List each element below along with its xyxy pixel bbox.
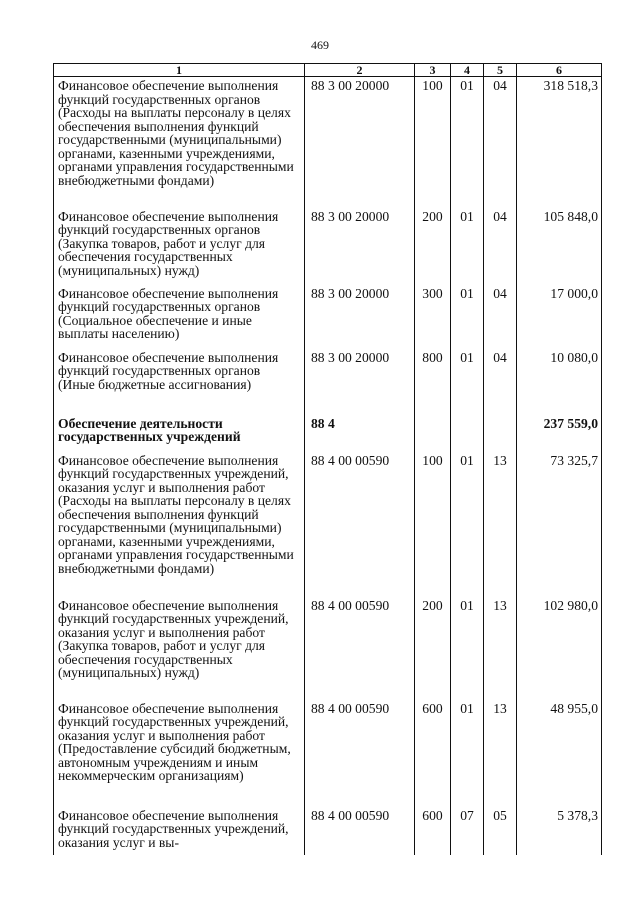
row-col-3: 800 (415, 349, 451, 415)
row-code: 88 3 00 20000 (305, 208, 415, 285)
table-row (54, 700, 602, 807)
row-amount: 105 848,0 (517, 208, 602, 285)
budget-table (53, 63, 602, 855)
row-code: 88 3 00 20000 (305, 77, 415, 208)
row-col-3: 200 (415, 597, 451, 700)
row-col-5: 13 (484, 597, 517, 700)
row-name: Финансовое обеспечение выполнения функций государственных учреждений, оказания услуг и выполнения работ (Предоставление субсидий бюджетным, автономным учреждениям и иным некоммерческим организациям) (54, 700, 305, 807)
row-col-5: 13 (484, 700, 517, 807)
row-name: Финансовое обеспечение выполнения функций государственных учреждений, оказания услуг и выполнения работ (Расходы на выплаты персоналу в целях обеспечения выполнения функций государственными (муниципальными) органами, казенными учреждениями, органами управления государственными внебюджетными фондами) (54, 452, 305, 597)
table-row (54, 807, 602, 855)
row-code: 88 4 (305, 415, 415, 452)
row-col-4: 01 (451, 77, 484, 208)
row-name: Финансовое обеспечение выполнения функций государственных органов (Закупка товаров, работ и услуг для обеспечения государственных (муниципальных) нужд) (54, 208, 305, 285)
header-col-4: 4 (451, 64, 484, 77)
row-amount: 73 325,7 (517, 452, 602, 597)
row-col-3: 300 (415, 285, 451, 349)
row-col-3: 100 (415, 77, 451, 208)
row-col-4: 01 (451, 349, 484, 415)
row-name: Финансовое обеспечение выполнения функций государственных учреждений, оказания услуг и вы- (54, 807, 305, 855)
row-col-4: 01 (451, 208, 484, 285)
row-code: 88 4 00 00590 (305, 807, 415, 855)
row-code: 88 3 00 20000 (305, 285, 415, 349)
row-amount: 237 559,0 (517, 415, 602, 452)
row-col-5: 04 (484, 349, 517, 415)
page-number: 469 (311, 38, 329, 52)
row-col-4: 07 (451, 807, 484, 855)
row-amount: 10 080,0 (517, 349, 602, 415)
row-col-5: 05 (484, 807, 517, 855)
row-amount: 48 955,0 (517, 700, 602, 807)
row-col-4: 01 (451, 700, 484, 807)
row-col-4: 01 (451, 285, 484, 349)
table-row (54, 208, 602, 285)
row-col-4: 01 (451, 452, 484, 597)
row-col-4: 01 (451, 597, 484, 700)
row-col-4 (451, 415, 484, 452)
row-col-5 (484, 415, 517, 452)
table-row (54, 77, 602, 208)
row-amount: 102 980,0 (517, 597, 602, 700)
table-row (54, 349, 602, 415)
row-amount: 318 518,3 (517, 77, 602, 208)
table-row (54, 285, 602, 349)
header-row (54, 64, 602, 77)
row-col-5: 04 (484, 285, 517, 349)
header-col-5: 5 (484, 64, 517, 77)
row-name: Финансовое обеспечение выполнения функций государственных учреждений, оказания услуг и выполнения работ (Закупка товаров, работ и услуг для обеспечения государственных (муниципальных) нужд) (54, 597, 305, 700)
row-name: Финансовое обеспечение выполнения функций государственных органов (Иные бюджетные ассигнования) (54, 349, 305, 415)
row-name: Обеспечение деятельности государственных учреждений (54, 415, 305, 452)
row-col-5: 04 (484, 77, 517, 208)
header-col-6: 6 (517, 64, 602, 77)
row-col-3: 200 (415, 208, 451, 285)
row-code: 88 4 00 00590 (305, 700, 415, 807)
row-amount: 17 000,0 (517, 285, 602, 349)
table-row (54, 452, 602, 597)
table-row-section (54, 415, 602, 452)
budget-table-container (53, 63, 601, 855)
row-name: Финансовое обеспечение выполнения функций государственных органов (Социальное обеспечение и иные выплаты населению) (54, 285, 305, 349)
row-col-5: 13 (484, 452, 517, 597)
row-amount: 5 378,3 (517, 807, 602, 855)
header-col-3: 3 (415, 64, 451, 77)
table-row (54, 597, 602, 700)
row-code: 88 4 00 00590 (305, 597, 415, 700)
header-col-1: 1 (54, 64, 305, 77)
row-col-3: 100 (415, 452, 451, 597)
row-code: 88 3 00 20000 (305, 349, 415, 415)
row-col-3: 600 (415, 700, 451, 807)
header-col-2: 2 (305, 64, 415, 77)
row-col-5: 04 (484, 208, 517, 285)
row-code: 88 4 00 00590 (305, 452, 415, 597)
row-col-3 (415, 415, 451, 452)
row-name: Финансовое обеспечение выполнения функций государственных органов (Расходы на выплаты персоналу в целях обеспечения выполнения функций государственными (муниципальными) органами, казенными учреждениями, органами управления государственными внебюджетными фондами) (54, 77, 305, 208)
row-col-3: 600 (415, 807, 451, 855)
table-header (54, 64, 602, 77)
